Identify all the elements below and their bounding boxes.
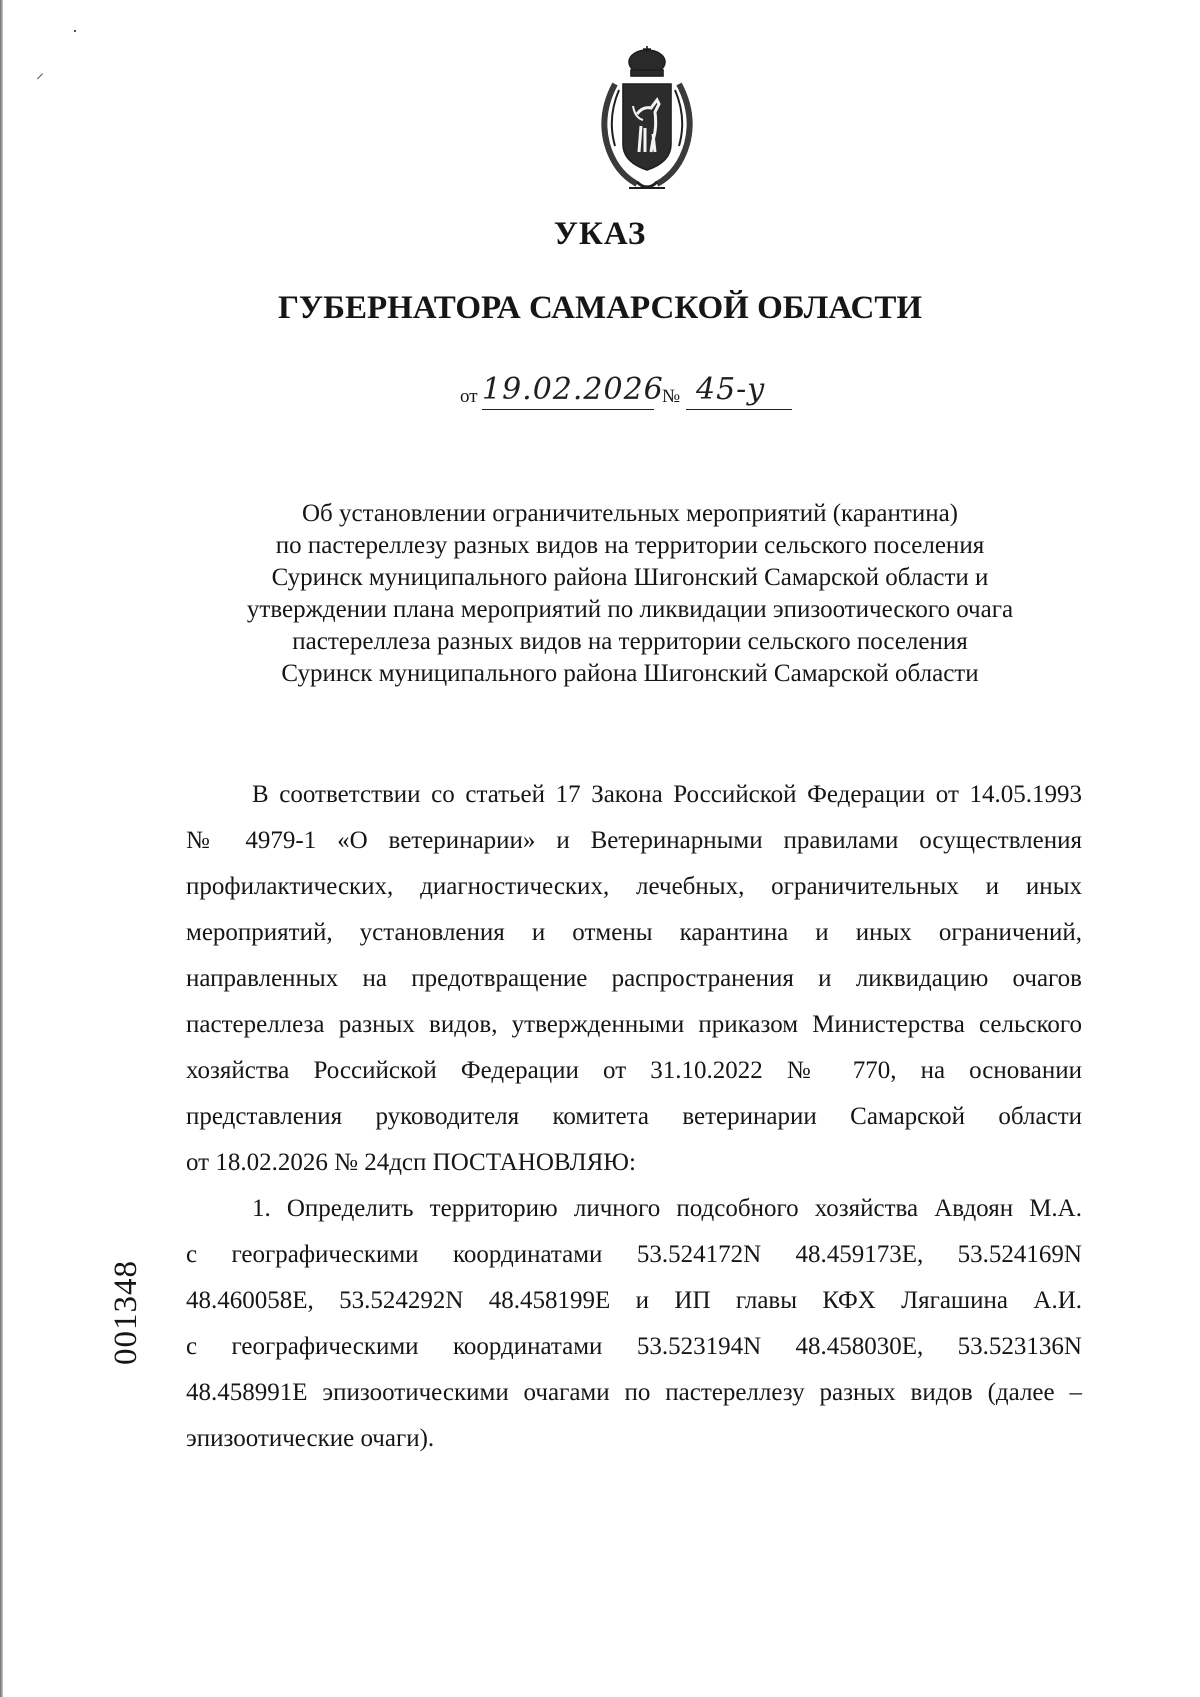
preamble-line: профилактических, диагностических, лечебных, ограничительных и иных bbox=[186, 873, 1082, 900]
preamble-line: от 18.02.2026 № 24дсп ПОСТАНОВЛЯЮ: bbox=[186, 1149, 636, 1176]
samara-coat-of-arms-icon bbox=[593, 44, 701, 196]
preamble-line: В соответствии со статьей 17 Закона Российской Федерации от 14.05.1993 bbox=[252, 781, 1082, 808]
scan-speck: ⸝ bbox=[36, 65, 45, 82]
item-1-line: с географическими координатами 53.524172N 48.459173E, 53.524169N bbox=[186, 1241, 1082, 1268]
subject-line: утверждении плана мероприятий по ликвидации эпизоотического очага bbox=[246, 596, 1014, 623]
preamble-line: № 4979-1 «О ветеринарии» и Ветеринарными правилами осуществления bbox=[186, 827, 1082, 854]
preamble-line: представления руководителя комитета ветеринарии Самарской области bbox=[186, 1103, 1082, 1130]
handwritten-date: 19.02.2026 bbox=[482, 372, 664, 407]
item-1-line: эпизоотические очаги). bbox=[186, 1425, 435, 1452]
preamble-line: пастереллеза разных видов, утвержденными приказом Министерства сельского bbox=[186, 1011, 1082, 1038]
item-1-line: 1. Определить территорию личного подсобного хозяйства Авдоян М.А. bbox=[252, 1195, 1082, 1222]
scan-edge bbox=[0, 0, 3, 1697]
date-underline bbox=[482, 409, 654, 410]
date-number-line bbox=[460, 372, 860, 412]
number-underline bbox=[686, 409, 792, 410]
scan-speck: · bbox=[72, 21, 78, 41]
date-prefix: от bbox=[460, 386, 478, 407]
subject-line: Суринск муниципального района Шигонский Самарской области bbox=[281, 660, 979, 687]
subject-line: по пастереллезу разных видов на территории сельского поселения bbox=[275, 532, 985, 559]
subject-line: Об установлении ограничительных мероприятий (карантина) bbox=[301, 500, 959, 527]
item-1-line: с географическими координатами 53.523194N 48.458030E, 53.523136N bbox=[186, 1333, 1082, 1360]
document-subject bbox=[170, 498, 1090, 690]
subject-line: Суринск муниципального района Шигонский Самарской области и bbox=[271, 564, 989, 591]
preamble-line: мероприятий, установления и отмены карантина и иных ограничений, bbox=[186, 919, 1082, 946]
item-1-line: 48.458991E эпизоотическими очагами по пастереллезу разных видов (далее – bbox=[186, 1379, 1082, 1406]
subject-line: пастереллеза разных видов на территории сельского поселения bbox=[292, 628, 968, 655]
side-serial-number: 001348 bbox=[108, 1260, 144, 1365]
item-1-paragraph bbox=[186, 1186, 1082, 1462]
handwritten-number: 45-у bbox=[696, 372, 766, 407]
preamble-line: направленных на предотвращение распространения и ликвидацию очагов bbox=[186, 965, 1082, 992]
document-type-title: УКАЗ bbox=[553, 216, 647, 252]
preamble-line: хозяйства Российской Федерации от 31.10.2022 № 770, на основании bbox=[186, 1057, 1082, 1084]
item-1-line: 48.460058E, 53.524292N 48.458199E и ИП главы КФХ Лягашина А.И. bbox=[186, 1287, 1082, 1314]
preamble-paragraph bbox=[186, 772, 1082, 1186]
number-prefix: № bbox=[662, 386, 681, 407]
document-authority-title: ГУБЕРНАТОРА САМАРСКОЙ ОБЛАСТИ bbox=[277, 290, 923, 326]
